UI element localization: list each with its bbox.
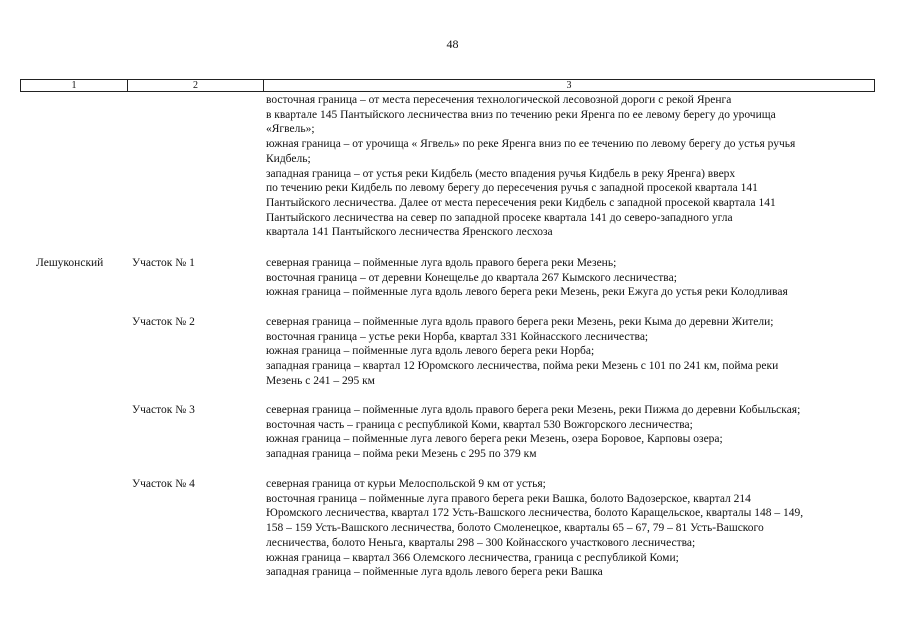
text-line: Кидбель; [266, 152, 311, 165]
text-line: «Ягвель»; [266, 123, 315, 136]
text-line: 158 – 159 Усть-Вашского лесничества, болото Смоленецкое, кварталы 65 – 67, 79 – 81 Усть-Вашского [266, 522, 764, 535]
text-line: восточная граница – устье реки Норба, квартал 331 Койнасского лесничества; [266, 330, 649, 343]
text-line: в квартале 145 Пантыйского лесничества вниз по течению реки Яренга по ее левому берегу до урочища [266, 108, 776, 121]
text-line: западная граница – от устья реки Кидбель (место впадения ручья Кидбель в реку Яренга) вверх [266, 167, 736, 180]
text-line: западная граница – пойма реки Мезень с 295 по 379 км [266, 448, 537, 461]
column-header-3: 3 [264, 80, 875, 92]
text-line: южная граница – пойменные луга вдоль левого берега реки Норба; [266, 345, 595, 358]
section-name: Участок № 2 [132, 316, 195, 328]
text-line: восточная граница – от деревни Конещелье до квартала 267 Кымского лесничества; [266, 271, 677, 284]
text-line: Пантыйского лесничества на север по западной просеке квартала 141 до северо-западного угла [266, 211, 733, 224]
section-description [266, 477, 881, 580]
text-line: по течению реки Кидбель по левому берегу до пересечения ручья с западной просекой квартала 141 [266, 182, 758, 195]
section-name: Участок № 1 [132, 257, 195, 269]
column-header-table [20, 79, 875, 92]
text-line: западная граница – пойменные луга вдоль левого берега реки Вашка [266, 566, 603, 579]
section-description [266, 315, 881, 389]
column-header-1: 1 [21, 80, 128, 92]
section-name: Участок № 3 [132, 404, 195, 416]
text-line: Юромского лесничества, квартал 172 Усть-Вашского лесничества, болото Каращельское, кварталы 148 – 149, [266, 507, 804, 520]
section-name: Участок № 4 [132, 478, 195, 490]
text-line: южная граница – пойменные луга левого берега реки Мезень, озера Боровое, Карповы озера; [266, 433, 723, 446]
text-line: северная граница от курьи Мелоспольской 9 км от устья; [266, 478, 546, 490]
text-line: южная граница – квартал 366 Олемского лесничества, граница с республикой Коми; [266, 551, 679, 564]
page-number: 48 [446, 37, 459, 51]
text-line: северная граница – пойменные луга вдоль правого берега реки Мезень; [266, 257, 617, 269]
text-line: восточная граница – пойменные луга правого берега реки Вашка, болото Вадозерское, квартал 214 [266, 492, 751, 505]
text-line: северная граница – пойменные луга вдоль правого берега реки Мезень, реки Пижма до деревни Кобыльская; [266, 404, 801, 416]
text-line: Пантыйского лесничества. Далее от места пересечения реки Кидбель с западной просекой квартала 141 [266, 196, 776, 209]
section-description [266, 403, 881, 462]
column-header-row [21, 80, 875, 92]
text-line: южная граница – от урочища « Ягвель» по реке Яренга вниз по ее течению по левому берегу до устья ручья [266, 138, 796, 151]
section-description [266, 256, 881, 300]
text-line: южная граница – пойменные луга вдоль левого берега реки Мезень, реки Ежуга до устья реки Колодливая [266, 286, 788, 299]
text-line: восточная часть – граница с республикой Коми, квартал 530 Вожгорского лесничества; [266, 418, 693, 431]
text-line: Мезень с 241 – 295 км [266, 374, 375, 387]
text-line: восточная граница – от места пересечения технологической лесовозной дороги с рекой Яренга [266, 94, 732, 106]
text-line: западная граница – квартал 12 Юромского лесничества, пойма реки Мезень с 101 по 241 км, пойма реки [266, 360, 779, 373]
text-line: северная граница – пойменные луга вдоль правого берега реки Мезень, реки Кыма до деревни Жители; [266, 316, 774, 328]
text-line: лесничества, болото Неньга, кварталы 298 – 300 Койнасского участкового лесничества; [266, 536, 696, 549]
continuation-text [266, 93, 881, 240]
district-name: Лешуконский [36, 257, 104, 269]
text-line: квартала 141 Пантыйского лесничества Яренского лесхоза [266, 226, 553, 239]
column-header-2: 2 [128, 80, 264, 92]
